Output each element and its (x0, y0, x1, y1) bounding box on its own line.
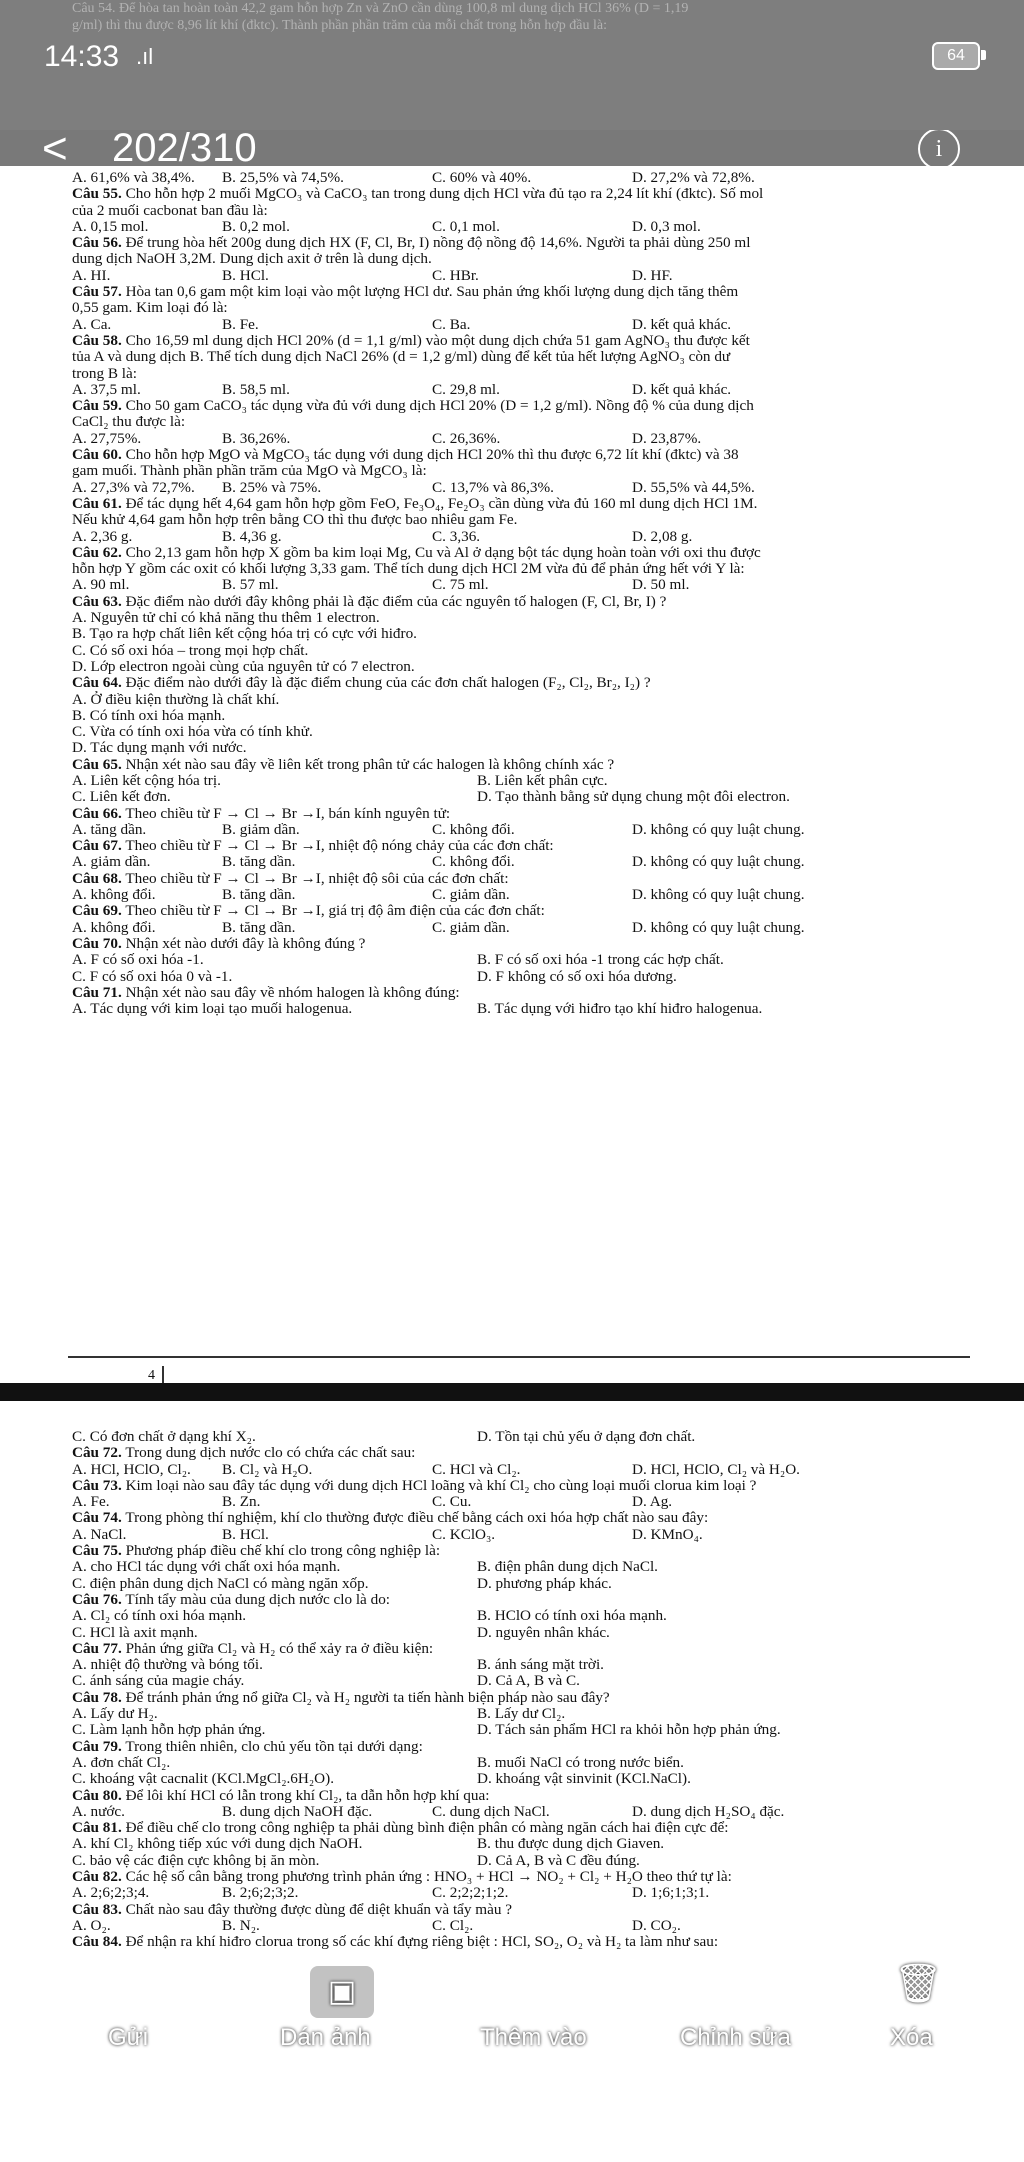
answer-option: B. Liên kết phân cực. (477, 771, 608, 789)
question-number: Câu 80. (72, 1786, 122, 1804)
question-number: Câu 60. (72, 446, 122, 464)
clock: 14:33 (44, 40, 120, 73)
page-counter: 202/310 (112, 130, 257, 170)
answer-row (72, 1853, 992, 1869)
answer-row (72, 1722, 992, 1738)
text-line: A. Ở điều kiện thường là chất khí. (72, 690, 280, 708)
question-text: Phản ứng giữa Cl₂ và H₂ có thể xảy ra ở điều kiện: (125, 1639, 434, 1657)
question-text: Để tránh phản ứng nổ giữa Cl₂ và H₂ người ta tiến hành biện pháp nào sau đây? (125, 1688, 610, 1706)
question-number: Câu 65. (72, 755, 122, 773)
text-line: CaCl₂ thu được là: (72, 413, 186, 431)
answer-option: C. 13,7% và 86,3%. (432, 478, 554, 496)
answer-option: C. 29,8 ml. (432, 380, 500, 398)
answer-option: C. Làm lạnh hỗn hợp phản ứng. (72, 1721, 266, 1739)
question-line (72, 1739, 992, 1755)
answer-option: D. F không có số oxi hóa dương. (477, 967, 677, 985)
answer-row (72, 382, 992, 398)
text-line: của 2 muối cacbonat ban đầu là: (72, 201, 268, 219)
answer-row (72, 854, 992, 870)
text-line: A. Nguyên tử chỉ có khả năng thu thêm 1 electron. (72, 609, 380, 627)
answer-row (72, 1657, 992, 1673)
question-line (72, 1788, 992, 1804)
text-line: dung dịch NaOH 3,2M. Dung dịch axit ở trên là dung dịch. (72, 250, 432, 268)
question-line (72, 545, 992, 561)
answer-option: B. giảm dần. (222, 820, 300, 838)
answer-option: C. Cu. (432, 1493, 472, 1511)
answer-row (72, 969, 992, 985)
answer-row (72, 529, 992, 545)
answer-option: D. 0,3 mol. (632, 217, 701, 235)
answer-option: A. cho HCl tác dụng với chất oxi hóa mạnh. (72, 1558, 341, 1576)
answer-row (72, 1494, 992, 1510)
answer-option: D. không có quy luật chung. (632, 886, 805, 904)
question-number: Câu 57. (72, 283, 122, 301)
image-icon[interactable]: ▣ (310, 1966, 374, 2018)
page-gap (0, 1383, 1024, 1401)
question-line (72, 1592, 992, 1608)
answer-option: A. 2;6;2;3;4. (72, 1884, 150, 1902)
edit-button[interactable]: Chỉnh sửa (680, 2024, 791, 2051)
question-line (72, 1543, 992, 1559)
answer-option: A. đơn chất Cl₂. (72, 1753, 171, 1771)
answer-option: A. Cl₂ có tính oxi hóa mạnh. (72, 1607, 247, 1625)
answer-option: B. điện phân dung dịch NaCl. (477, 1558, 658, 1576)
answer-option: D. 2,08 g. (632, 527, 693, 545)
delete-button[interactable]: Xóa (890, 2024, 933, 2051)
answer-option: C. khoáng vật cacnalit (KCl.MgCl₂.6H₂O). (72, 1770, 334, 1788)
question-line (72, 806, 992, 822)
answer-option: B. tăng dần. (222, 853, 296, 871)
question-line (72, 1869, 992, 1885)
answer-row (72, 1625, 992, 1641)
question-line (72, 284, 992, 300)
question-line (72, 594, 992, 610)
answer-option: D. không có quy luật chung. (632, 918, 805, 936)
question-number: Câu 58. (72, 331, 122, 349)
answer-option: B. HCl. (222, 266, 269, 284)
answer-row (72, 1885, 992, 1901)
question-text: Để lôi khí HCl có lẫn trong khí Cl₂, ta dẫn hỗn hợp khí qua: (125, 1786, 490, 1804)
answer-row (72, 1918, 992, 1934)
answer-row (72, 1804, 992, 1820)
answer-option: D. Ag. (632, 1493, 673, 1511)
answer-option: C. ánh sáng của magie cháy. (72, 1672, 245, 1690)
document-page-1 (0, 130, 1024, 1383)
question-line (72, 1641, 992, 1657)
answer-option: B. 36,26%. (222, 429, 291, 447)
answer-row (72, 317, 992, 333)
text-line: D. Tác dụng mạnh với nước. (72, 739, 247, 757)
question-line (72, 903, 992, 919)
answer-option: A. nhiệt độ thường và bóng tối. (72, 1656, 263, 1674)
trash-icon[interactable]: 🗑 (893, 1963, 943, 2005)
answer-option: B. thu được dung dịch Giaven. (477, 1835, 665, 1853)
answer-option: C. không đổi. (432, 820, 515, 838)
question-line (72, 1510, 992, 1526)
answer-option: D. Tồn tại chủ yếu ở dạng đơn chất. (477, 1428, 696, 1445)
question-number: Câu 64. (72, 674, 122, 692)
answer-option: B. ánh sáng mặt trời. (477, 1656, 604, 1674)
question-line (72, 757, 992, 773)
answer-option: C. HCl là axit mạnh. (72, 1623, 198, 1641)
answer-row (72, 920, 992, 936)
answer-option: A. Lấy dư H₂. (72, 1705, 158, 1723)
question-number: Câu 76. (72, 1590, 122, 1608)
answer-option: A. 27,75%. (72, 429, 142, 447)
answer-option: C. Ba. (432, 315, 471, 333)
question-text: Đặc điểm nào dưới đây không phải là đặc điểm của các nguyên tố halogen (F, Cl, Br, I) ? (125, 592, 667, 610)
question-line (72, 936, 992, 952)
answer-option: B. Fe. (222, 315, 259, 333)
question-text: Các hệ số cân bằng trong phương trình phản ứng : HNO₃ + HCl → NO₂ + Cl₂ + H₂O theo thứ tự là: (125, 1868, 732, 1886)
send-button[interactable]: Gửi (108, 2024, 149, 2051)
answer-option: C. 60% và 40%. (432, 169, 532, 186)
answer-option: A. Fe. (72, 1493, 110, 1511)
answer-row (72, 773, 992, 789)
bleed-through-text (72, 0, 1012, 34)
answer-option: B. F có số oxi hóa -1 trong các hợp chất. (477, 951, 724, 969)
answer-row (72, 1559, 992, 1575)
answer-option: D. HCl, HClO, Cl₂ và H₂O. (632, 1460, 800, 1478)
question-number: Câu 67. (72, 837, 122, 855)
back-chevron-icon[interactable]: < (42, 130, 68, 173)
answer-option: B. dung dịch NaOH đặc. (222, 1802, 373, 1820)
question-text: Nhận xét nào dưới đây là không đúng ? (125, 934, 366, 952)
question-number: Câu 79. (72, 1737, 122, 1755)
answer-option: B. Cl₂ và H₂O. (222, 1460, 313, 1478)
question-line (72, 1934, 992, 1950)
question-text: Cho 2,13 gam hỗn hợp X gồm ba kim loại Mg, Cu và Al ở dạng bột tác dụng hoàn toàn với oxi thu được (125, 543, 761, 561)
text-line: D. Lớp electron ngoài cùng của nguyên tử có 7 electron. (72, 657, 415, 675)
answer-row (72, 822, 992, 838)
answer-row (72, 431, 992, 447)
answer-row (72, 1836, 992, 1852)
question-number: Câu 83. (72, 1900, 122, 1918)
answer-row (72, 1771, 992, 1787)
question-line (72, 496, 992, 512)
answer-option: C. HBr. (432, 266, 479, 284)
answer-option: B. Zn. (222, 1493, 261, 1511)
answer-row (72, 1001, 992, 1017)
question-text: Tính tẩy màu của dung dịch nước clo là do: (125, 1590, 391, 1608)
answer-option: A. nước. (72, 1802, 125, 1820)
answer-option: B. HCl. (222, 1525, 269, 1543)
answer-option: B. muối NaCl có trong nước biển. (477, 1753, 684, 1771)
answer-option: C. HCl và Cl₂. (432, 1460, 521, 1478)
question-text: Để điều chế clo trong công nghiệp ta phải dùng bình điện phân có màng ngăn cách hai điện cực để: (125, 1819, 729, 1837)
answer-option: B. 0,2 mol. (222, 217, 290, 235)
status-bar (0, 0, 1024, 130)
answer-option: D. HF. (632, 266, 673, 284)
question-number: Câu 74. (72, 1509, 122, 1527)
paste-image-button[interactable]: Dán ảnh (280, 2024, 371, 2051)
answer-row (72, 268, 992, 284)
answer-row (72, 219, 992, 235)
answer-option: D. nguyên nhân khác. (477, 1623, 610, 1641)
answer-option: B. tăng dần. (222, 886, 296, 904)
question-number: Câu 63. (72, 592, 122, 610)
question-number: Câu 77. (72, 1639, 122, 1657)
answer-row (72, 789, 992, 805)
answer-row (72, 1462, 992, 1478)
answer-option: B. Lấy dư Cl₂. (477, 1705, 566, 1723)
answer-option: D. kết quả khác. (632, 315, 732, 333)
answer-row (72, 1608, 992, 1624)
signal-icon: .ıl (136, 44, 154, 69)
question-line (72, 186, 992, 202)
battery-icon: 64 (932, 42, 980, 70)
text-line: hỗn hợp Y gồm các oxit có khối lượng 3,33 gam. Thể tích dung dịch HCl 2M vừa đủ để phản ứng hết với Y là: (72, 560, 745, 578)
question-text: Theo chiều từ F → Cl → Br →I, bán kính nguyên tử: (125, 804, 451, 822)
question-line (72, 398, 992, 414)
question-line (72, 235, 992, 251)
viewer-top-bar (0, 130, 1024, 173)
page-1-content (72, 170, 992, 1017)
answer-row (72, 1755, 992, 1771)
answer-option: A. O₂. (72, 1916, 111, 1934)
answer-option: A. 37,5 ml. (72, 380, 141, 398)
answer-option: C. 2;2;2;1;2. (432, 1884, 509, 1902)
bleed-line: g/ml) thì thu được 8,96 lít khí (đktc). Thành phần phần trăm của mỗi chất trong hỗn hợp đầu là: (72, 18, 607, 33)
text-line: C. Vừa có tính oxi hóa vừa có tính khử. (72, 723, 313, 741)
question-text: Chất nào sau đây thường được dùng để diệt khuẩn và tẩy màu ? (125, 1900, 512, 1918)
answer-option: B. HClO có tính oxi hóa mạnh. (477, 1607, 667, 1625)
answer-option: C. Liên kết đơn. (72, 788, 171, 806)
answer-option: D. KMnO₄. (632, 1525, 703, 1543)
question-line (72, 871, 992, 887)
answer-option: C. F có số oxi hóa 0 và -1. (72, 967, 233, 985)
answer-option: B. 58,5 ml. (222, 380, 290, 398)
question-number: Câu 56. (72, 234, 122, 252)
answer-option: C. 3,36. (432, 527, 481, 545)
answer-option: C. 0,1 mol. (432, 217, 500, 235)
text-line: 0,55 gam. Kim loại đó là: (72, 299, 228, 317)
answer-option: D. phương pháp khác. (477, 1574, 612, 1592)
answer-option: D. CO₂. (632, 1916, 681, 1934)
answer-option: A. 27,3% và 72,7%. (72, 478, 195, 496)
answer-option: D. 50 ml. (632, 576, 690, 594)
answer-option: D. Tách sản phẩm HCl ra khỏi hỗn hợp phản ứng. (477, 1721, 781, 1739)
battery-cap (981, 50, 986, 60)
text-line: Nếu khử 4,64 gam hỗn hợp trên bằng CO thì thu được bao nhiêu gam Fe. (72, 511, 518, 529)
question-number: Câu 55. (72, 185, 122, 203)
answer-option: C. 75 ml. (432, 576, 489, 594)
answer-row (72, 1706, 992, 1722)
answer-option: A. Ca. (72, 315, 112, 333)
question-text: Theo chiều từ F → Cl → Br →I, nhiệt độ sôi của các đơn chất: (125, 869, 509, 887)
answer-row (72, 952, 992, 968)
answer-option: C. không đổi. (432, 853, 515, 871)
text-line: tủa A và dung dịch B. Thể tích dung dịch NaCl 26% (d = 1,2 g/ml) dùng để kết tủa hết lượng AgNO₃ còn dư (72, 348, 731, 366)
answer-option: C. giảm dần. (432, 918, 510, 936)
question-number: Câu 72. (72, 1444, 122, 1462)
answer-row (72, 480, 992, 496)
text-line: gam muối. Thành phần phần trăm của MgO và MgCO₃ là: (72, 462, 427, 480)
question-text: Trong phòng thí nghiệm, khí clo thường được điều chế bằng cách oxi hóa hợp chất nào sau đây: (125, 1509, 709, 1527)
question-text: Theo chiều từ F → Cl → Br →I, nhiệt độ nóng chảy của các đơn chất: (125, 837, 554, 855)
answer-option: D. Tạo thành bằng sử dụng chung một đôi electron. (477, 788, 790, 806)
answer-row (72, 577, 992, 593)
question-number: Câu 75. (72, 1542, 122, 1560)
question-line (72, 447, 992, 463)
answer-row (72, 1673, 992, 1689)
answer-option: B. 25,5% và 74,5%. (222, 169, 344, 186)
answer-option: A. 61,6% và 38,4%. (72, 169, 195, 186)
answer-option: B. 2;6;2;3;2. (222, 1884, 299, 1902)
answer-option: D. khoáng vật sinvinit (KCl.NaCl). (477, 1770, 691, 1788)
question-text: Trong dung dịch nước clo có chứa các chất sau: (125, 1444, 416, 1462)
question-text: Cho hỗn hợp MgO và MgCO₃ tác dụng với dung dịch HCl 20% thì thu được 6,72 lít khí (đktc) và 38 (125, 446, 739, 464)
question-line (72, 333, 992, 349)
answer-option: A. không đổi. (72, 918, 156, 936)
question-number: Câu 68. (72, 869, 122, 887)
question-text: Phương pháp điều chế khí clo trong công nghiệp là: (125, 1542, 441, 1560)
info-icon[interactable]: i (918, 130, 960, 170)
answer-option: B. tăng dần. (222, 918, 296, 936)
question-text: Cho 50 gam CaCO₃ tác dụng vừa đủ với dung dịch HCl 20% (D = 1,2 g/ml). Nồng độ % của dung dịch (125, 397, 754, 415)
answer-row (72, 170, 992, 186)
answer-option: B. 57 ml. (222, 576, 279, 594)
question-number: Câu 73. (72, 1476, 122, 1494)
answer-option: A. không đổi. (72, 886, 156, 904)
answer-option: B. Tác dụng với hiđro tạo khí hiđro halogenua. (477, 1000, 763, 1018)
answer-option: A. tăng dần. (72, 820, 147, 838)
answer-option: D. kết quả khác. (632, 380, 732, 398)
answer-option: B. N₂. (222, 1916, 260, 1934)
question-number: Câu 59. (72, 397, 122, 415)
answer-option: D. không có quy luật chung. (632, 820, 805, 838)
answer-option: A. 0,15 mol. (72, 217, 149, 235)
question-line (72, 838, 992, 854)
question-text: Nhận xét nào sau đây về liên kết trong phân tử các halogen là không chính xác ? (125, 755, 615, 773)
text-line: B. Có tính oxi hóa mạnh. (72, 706, 226, 724)
answer-row (72, 887, 992, 903)
question-number: Câu 84. (72, 1933, 122, 1951)
viewer-action-dock (0, 1958, 1024, 2058)
question-line (72, 1445, 992, 1461)
answer-option: C. dung dịch NaCl. (432, 1802, 550, 1820)
question-number: Câu 82. (72, 1868, 122, 1886)
answer-option: D. 1;6;1;3;1. (632, 1884, 710, 1902)
answer-option: B. 25% và 75%. (222, 478, 322, 496)
question-text: Để tác dụng hết 4,64 gam hỗn hợp gồm FeO, Fe₃O₄, Fe₂O₃ cần dùng vừa đủ 160 ml dung dịch HCl 1M. (125, 494, 758, 512)
answer-option: D. dung dịch H₂SO₄ đặc. (632, 1802, 785, 1820)
question-number: Câu 62. (72, 543, 122, 561)
question-text: Nhận xét nào sau đây về nhóm halogen là không đúng: (125, 983, 460, 1001)
add-to-button[interactable]: Thêm vào (480, 2024, 587, 2051)
answer-option: A. giảm dần. (72, 853, 151, 871)
answer-option: A. 90 ml. (72, 576, 130, 594)
question-text: Kim loại nào sau đây tác dụng với dung dịch HCl loãng và khí Cl₂ cho cùng loại muối clorua kim loại ? (125, 1476, 757, 1494)
question-text: Trong thiên nhiên, clo chủ yếu tồn tại dưới dạng: (125, 1737, 423, 1755)
answer-option: A. HI. (72, 266, 111, 284)
answer-option: D. 27,2% và 72,8%. (632, 169, 755, 186)
answer-option: C. bảo vệ các điện cực không bị ăn mòn. (72, 1851, 320, 1869)
question-number: Câu 66. (72, 804, 122, 822)
answer-option: D. không có quy luật chung. (632, 853, 805, 871)
answer-option: C. Có đơn chất ở dạng khí X₂. (72, 1428, 256, 1445)
answer-option: A. HCl, HClO, Cl₂. (72, 1460, 191, 1478)
answer-row (72, 1527, 992, 1543)
answer-option: D. 55,5% và 44,5%. (632, 478, 755, 496)
question-number: Câu 69. (72, 902, 122, 920)
question-text: Hòa tan 0,6 gam một kim loại vào một lượng HCl dư. Sau phản ứng khối lượng dung dịch tăng thêm (125, 283, 739, 301)
question-text: Để trung hòa hết 200g dung dịch HX (F, Cl, Br, I) nồng độ nồng độ 14,6%. Người ta phải dùng 250 ml (125, 234, 751, 252)
text-line: trong B là: (72, 364, 137, 382)
answer-option: D. Cả A, B và C đều đúng. (477, 1851, 640, 1869)
question-number: Câu 70. (72, 934, 122, 952)
question-line (72, 1690, 992, 1706)
answer-option: A. NaCl. (72, 1525, 127, 1543)
answer-option: C. Cl₂. (432, 1916, 474, 1934)
question-number: Câu 71. (72, 983, 122, 1001)
question-line (72, 1902, 992, 1918)
page-footer-rule (68, 1356, 970, 1358)
answer-option: A. F có số oxi hóa -1. (72, 951, 204, 969)
answer-option: C. điện phân dung dịch NaCl có màng ngăn xốp. (72, 1574, 369, 1592)
question-text: Theo chiều từ F → Cl → Br →I, giá trị độ âm điện của các đơn chất: (125, 902, 545, 920)
question-text: Cho hỗn hợp 2 muối MgCO₃ và CaCO₃ tan trong dung dịch HCl vừa đủ tạo ra 2,24 lít khí (đktc). Số mol (125, 185, 764, 203)
answer-option: B. 4,36 g. (222, 527, 282, 545)
question-number: Câu 81. (72, 1819, 122, 1837)
question-line (72, 985, 992, 1001)
text-line: B. Tạo ra hợp chất liên kết cộng hóa trị có cực với hiđro. (72, 625, 417, 643)
bleed-line: Câu 54. Để hòa tan hoàn toàn 42,2 gam hỗn hợp Zn và ZnO cần dùng 100,8 ml dung dịch HCl 36% (D = 1,19 (72, 1, 689, 16)
answer-option: C. KClO₃. (432, 1525, 496, 1543)
question-line (72, 1820, 992, 1836)
answer-option: A. Liên kết cộng hóa trị. (72, 771, 221, 789)
answer-option: D. 23,87%. (632, 429, 702, 447)
question-text: Để nhận ra khí hiđro clorua trong số các khí đựng riêng biệt : HCl, SO₂, O₂ và H₂ ta làm như sau: (125, 1933, 719, 1951)
answer-option: A. khí Cl₂ không tiếp xúc với dung dịch NaOH. (72, 1835, 363, 1853)
question-number: Câu 78. (72, 1688, 122, 1706)
answer-option: C. giảm dần. (432, 886, 510, 904)
question-line (72, 675, 992, 691)
page-2-content (72, 1429, 992, 1951)
answer-option: C. 26,36%. (432, 429, 501, 447)
answer-row (72, 1429, 992, 1445)
answer-option: A. 2,36 g. (72, 527, 133, 545)
answer-row (72, 1576, 992, 1592)
answer-option: A. Tác dụng với kim loại tạo muối halogenua. (72, 1000, 353, 1018)
text-line: C. Có số oxi hóa – trong mọi hợp chất. (72, 641, 309, 659)
question-text: Đặc điểm nào dưới đây là đặc điểm chung của các đơn chất halogen (F₂, Cl₂, Br₂, I₂) ? (125, 674, 651, 692)
answer-option: D. Cả A, B và C. (477, 1672, 580, 1690)
question-text: Cho 16,59 ml dung dịch HCl 20% (d = 1,1 g/ml) vào một dung dịch chứa 51 gam AgNO₃ thu được kết (125, 331, 750, 349)
question-number: Câu 61. (72, 494, 122, 512)
page-number: 4 (148, 1368, 155, 1383)
question-line (72, 1478, 992, 1494)
